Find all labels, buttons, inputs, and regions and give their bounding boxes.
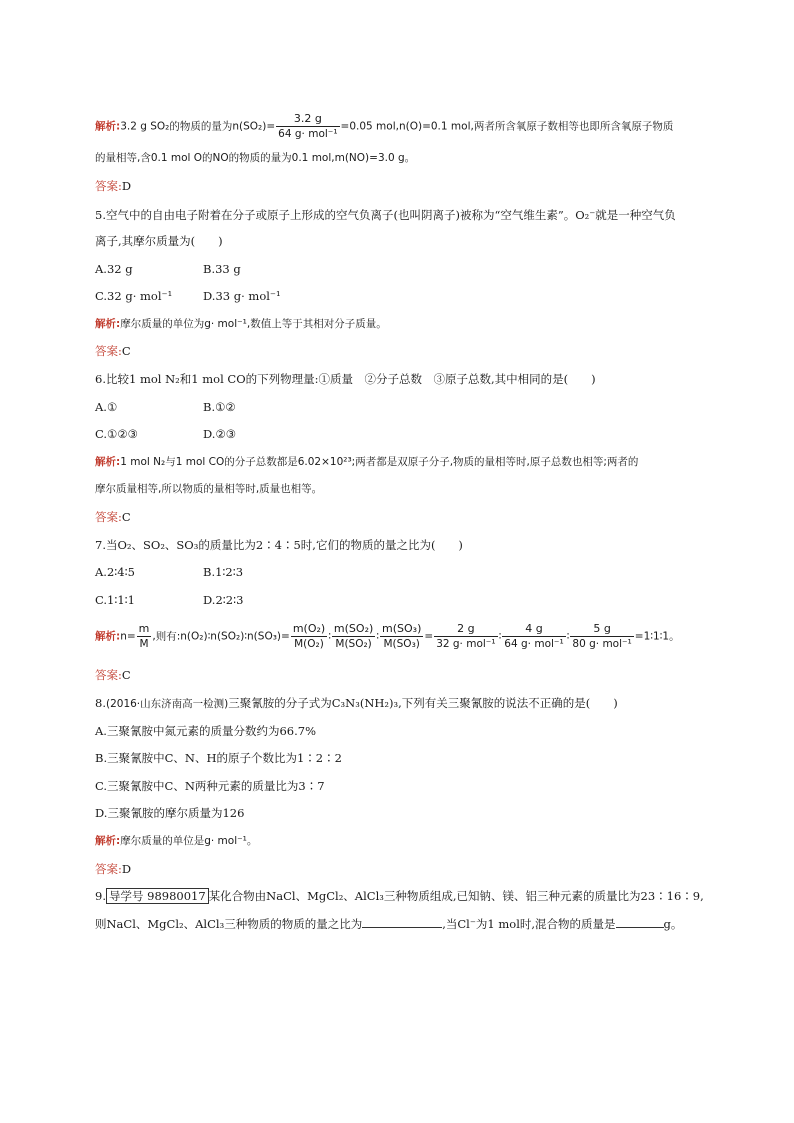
- q4-analysis-line2: 的量相等,含0.1 mol O的NO的物质的量为0.1 mol,m(NO)=3.0 g。: [95, 152, 416, 164]
- q7-answer: 答案:C: [95, 668, 131, 682]
- q8-analysis: 解析:摩尔质量的单位是g· mol⁻¹。: [95, 835, 258, 847]
- q7-stem: 7.当O₂、SO₂、SO₃的质量比为2∶4∶5时,它们的物质的量之比为( ): [95, 538, 463, 552]
- fraction: $\frac{\text{m(SO₂)}}{\text{M(SO₂)}}$: [333, 622, 374, 650]
- q5-option-b: B.33 g: [203, 262, 241, 276]
- q8-option-d: D.三聚氰胺的摩尔质量为126: [95, 806, 245, 820]
- q8-option-c: C.三聚氰胺中C、N两种元素的质量比为3∶7: [95, 779, 325, 793]
- q6-analysis-line2: 摩尔质量相等,所以物质的量相等时,质量也相等。: [95, 483, 323, 495]
- q6-option-c: C.①②③: [95, 427, 138, 441]
- analysis-label: 解析:: [95, 120, 121, 133]
- q4-answer: 答案:D: [95, 179, 132, 193]
- fraction: $\frac{3.2 g}{\text{64 g· mol⁻¹}}$: [278, 112, 338, 140]
- fraction: $\frac{5 g}{\text{80 g· mol⁻¹}}$: [572, 622, 632, 650]
- question-source: (2016·山东济南高一检测): [105, 698, 229, 710]
- q8-option-a: A.三聚氰胺中氮元素的质量分数约为66.7%: [95, 724, 316, 738]
- fraction: $\frac{2 g}{\text{32 g· mol⁻¹}}$: [436, 622, 496, 650]
- q6-option-a: A.①: [95, 400, 118, 414]
- q8-stem: 8.(2016·山东济南高一检测)三聚氰胺的分子式为C₃N₃(NH₂)₃,下列有关三聚氰胺的说法不正确的是( ): [95, 696, 618, 710]
- answer-blank-ratio[interactable]: [362, 917, 442, 928]
- answer-blank-mass[interactable]: [616, 917, 664, 928]
- q7-option-c: C.1∶1∶1: [95, 593, 135, 607]
- q6-option-d: D.②③: [203, 427, 237, 441]
- fraction: $\frac{4 g}{\text{64 g· mol⁻¹}}$: [504, 622, 564, 650]
- q6-option-b: B.①②: [203, 400, 236, 414]
- fraction: $\frac{m}{M}$: [138, 622, 150, 650]
- fraction: $\frac{\text{m(SO₃)}}{\text{M(SO₃)}}$: [382, 622, 422, 650]
- q8-answer: 答案:D: [95, 862, 132, 876]
- q5-stem-line2: 离子,其摩尔质量为( ): [95, 234, 223, 248]
- q8-option-b: B.三聚氰胺中C、N、H的原子个数比为1∶2∶2: [95, 751, 342, 765]
- q5-answer: 答案:C: [95, 344, 131, 358]
- q5-option-c: C.32 g· mol⁻¹: [95, 289, 173, 303]
- q9-stem-line2: 则NaCl、MgCl₂、AlCl₃三种物质的物质的量之比为 ,当Cl⁻为1 mol时,混合物的质量是 g。: [95, 917, 683, 931]
- q7-option-d: D.2∶2∶3: [203, 593, 244, 607]
- q5-option-d: D.33 g· mol⁻¹: [203, 289, 281, 303]
- q5-option-a: A.32 g: [95, 262, 133, 276]
- guide-number-tag: 导学号 98980017: [106, 888, 209, 904]
- q6-analysis-line1: 解析:1 mol N₂与1 mol CO的分子总数都是6.02×10²³;两者都是双原子分子,物质的量相等时,原子总数也相等;两者的: [95, 456, 639, 468]
- q5-analysis: 解析:摩尔质量的单位为g· mol⁻¹,数值上等于其相对分子质量。: [95, 318, 387, 330]
- fraction: $\frac{\text{m(O₂)}}{\text{M(O₂)}}$: [292, 622, 326, 650]
- q6-stem: 6.比较1 mol N₂和1 mol CO的下列物理量:①质量 ②分子总数 ③原子总数,其中相同的是( ): [95, 372, 596, 386]
- q6-answer: 答案:C: [95, 510, 131, 524]
- q7-option-a: A.2∶4∶5: [95, 565, 135, 579]
- q9-stem-line1: 9. 导学号 98980017 某化合物由NaCl、MgCl₂、AlCl₃三种物质组成,已知钠、镁、铝三种元素的质量比为23∶16∶9,: [95, 889, 704, 903]
- q7-analysis: 解析:n= $\frac{m}{M}$ ,则有:n(O₂)∶n(SO₂)∶n(SO₃)= $\frac{\text{m(O₂)}}{\text{M(O₂)}}$ ∶ $\frac{\text{m(SO₂)}}{\text{M(SO₂)}}$ ∶ $\frac{\text{m(SO₃)}}{\text{M(SO₃)}}$ = $\frac{2 g}{\text{32 g· mol⁻¹}}$ ∶ $\frac{4 g}{\text{64 g· mol⁻¹}}$ ∶ $\frac{5 g}{\text{80 g· mol⁻¹}}$ =1∶1∶1。: [95, 622, 680, 650]
- q7-option-b: B.1∶2∶3: [203, 565, 244, 579]
- q4-analysis-line1: 解析:3.2 g SO₂的物质的量为n(SO₂)= $\frac{3.2 g}{\text{64 g· mol⁻¹}}$ =0.05 mol,n(O)=0.1 mol,两者所含氧原子数相等也即所含氧原子物质: [95, 112, 674, 140]
- q5-stem-line1: 5.空气中的自由电子附着在分子或原子上形成的空气负离子(也叫阴离子)被称为“空气维生素”。O₂⁻就是一种空气负: [95, 208, 676, 222]
